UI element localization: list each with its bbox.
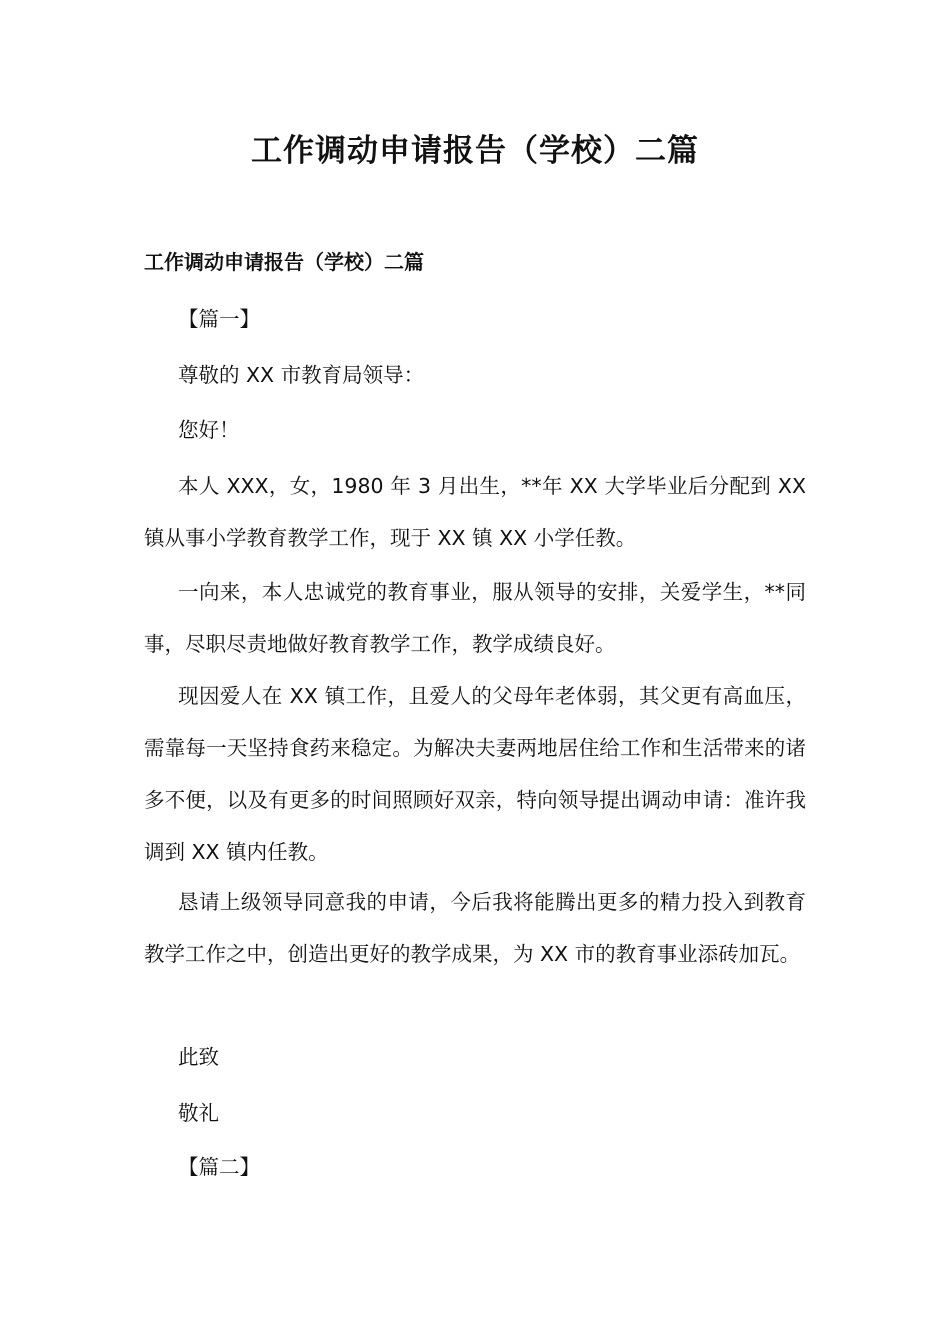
closing-line-2: 敬礼 <box>178 1101 219 1125</box>
salutation: 尊敬的 XX 市教育局领导： <box>178 363 425 387</box>
section-two-heading: 【篇二】 <box>178 1155 260 1179</box>
paragraph-4: 恳请上级领导同意我的申请，今后我将能腾出更多的精力投入到教育教学工作之中，创造出更好的教学成果，为 XX 市的教育事业添砖加瓦。 <box>144 890 806 966</box>
closing-line-1: 此致 <box>178 1045 219 1069</box>
paragraph-2: 一向来，本人忠诚党的教育事业，服从领导的安排，关爱学生，**同事，尽职尽责地做好教育教学工作，教学成绩良好。 <box>144 580 806 656</box>
document-title: 工作调动申请报告（学校）二篇 <box>251 133 699 169</box>
section-one-heading: 【篇一】 <box>178 307 260 331</box>
paragraph-1: 本人 XXX，女，1980 年 3 月出生，**年 XX 大学毕业后分配到 XX 镇从事小学教育教学工作，现于 XX 镇 XX 小学任教。 <box>144 474 806 550</box>
greeting: 您好！ <box>178 418 240 442</box>
document-subtitle: 工作调动申请报告（学校）二篇 <box>144 250 424 274</box>
paragraph-3: 现因爱人在 XX 镇工作，且爱人的父母年老体弱，其父更有高血压，需靠每一天坚持食药来稳定。为解决夫妻两地居住给工作和生活带来的诸多不便，以及有更多的时间照顾好双亲，特向领导提出调动申请：准许我调到 XX 镇内任教。 <box>144 684 806 864</box>
